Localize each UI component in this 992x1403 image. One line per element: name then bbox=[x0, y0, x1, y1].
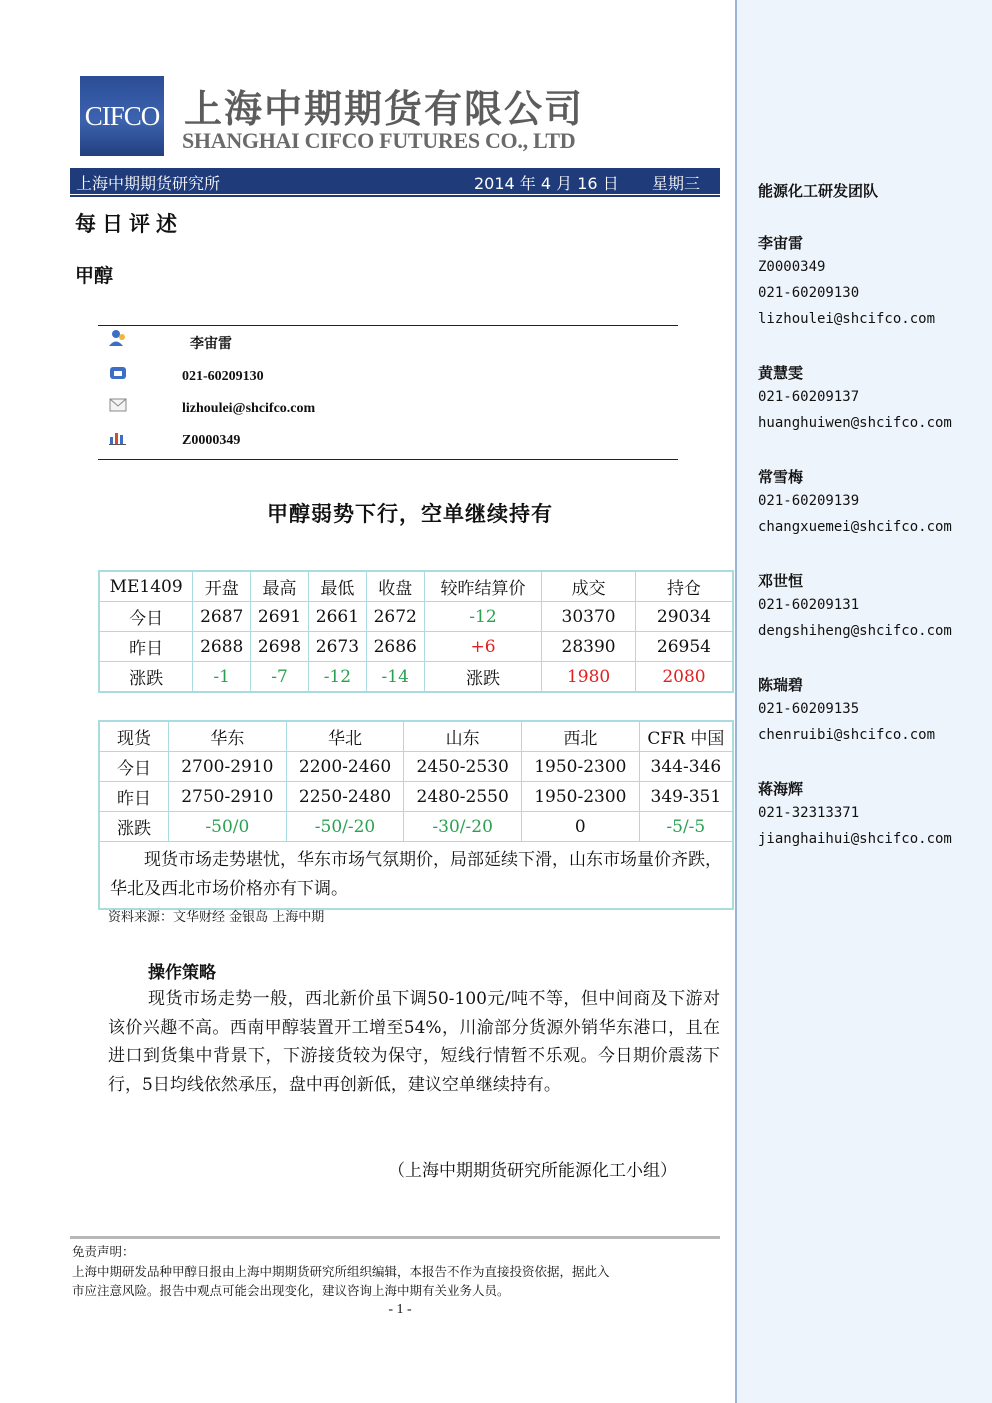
table-cell: -5/-5 bbox=[639, 812, 733, 842]
table-header-cell: 收盘 bbox=[366, 571, 424, 602]
table-cell: 28390 bbox=[542, 632, 636, 662]
table-cell: 344-346 bbox=[639, 752, 733, 782]
table-cell: 涨跌 bbox=[99, 812, 169, 842]
table-header-cell: 山东 bbox=[404, 721, 522, 752]
table-cell: 昨日 bbox=[99, 782, 169, 812]
table-cell: 1950-2300 bbox=[522, 782, 640, 812]
table-cell: -50/-20 bbox=[286, 812, 404, 842]
table-row bbox=[99, 752, 733, 782]
table-cell: 涨跌 bbox=[99, 662, 193, 693]
table-cell: -12 bbox=[424, 602, 542, 632]
sidebar-member-phone: 021-60209137 bbox=[758, 389, 860, 405]
telephone-icon bbox=[108, 364, 128, 382]
table-cell: 2661 bbox=[308, 602, 366, 632]
table-header-row bbox=[99, 721, 733, 752]
table-cell: +6 bbox=[424, 632, 542, 662]
contact-name: 李宙雷 bbox=[190, 337, 232, 352]
table-header-cell: 华北 bbox=[286, 721, 404, 752]
company-name-cn: 上海中期期货有限公司 bbox=[184, 87, 585, 131]
table-header-cell: 西北 bbox=[522, 721, 640, 752]
table-cell: 2698 bbox=[251, 632, 309, 662]
table-cell: 涨跌 bbox=[424, 662, 542, 693]
table-row bbox=[99, 602, 733, 632]
section-title: 每日评述 bbox=[75, 212, 183, 236]
table-cell: 2450-2530 bbox=[404, 752, 522, 782]
sidebar-member-phone: 021-60209135 bbox=[758, 701, 860, 717]
sidebar-member-email: jianghaihui@shcifco.com bbox=[758, 831, 952, 847]
sidebar-member-name: 黄慧雯 bbox=[758, 364, 804, 382]
table-cell: 1950-2300 bbox=[522, 752, 640, 782]
spot-table bbox=[98, 720, 734, 910]
table-cell: 2200-2460 bbox=[286, 752, 404, 782]
table-cell: 0 bbox=[522, 812, 640, 842]
product-title: 甲醇 bbox=[75, 265, 114, 287]
sidebar-member-name: 陈瑞碧 bbox=[758, 676, 804, 694]
sidebar-member-email: changxuemei@shcifco.com bbox=[758, 519, 952, 535]
spot-market-note bbox=[99, 842, 733, 910]
table-cell: 2700-2910 bbox=[169, 752, 287, 782]
report-signoff: （上海中期期货研究所能源化工小组） bbox=[388, 1161, 677, 1181]
disclaimer-line: 上海中期研发品种甲醇日报由上海中期期货研究所组织编辑，本报告不作为直接投资依据，据此入 bbox=[72, 1263, 610, 1279]
contact-email: lizhoulei@shcifco.com bbox=[182, 401, 316, 416]
sidebar-member-name: 邓世恒 bbox=[758, 572, 804, 590]
table-header-cell: 最高 bbox=[251, 571, 309, 602]
sidebar-member-email: dengshiheng@shcifco.com bbox=[758, 623, 952, 639]
futures-table bbox=[98, 570, 734, 693]
header-date: 2014 年 4 月 16 日 bbox=[474, 174, 619, 193]
sidebar-member-name: 常雪梅 bbox=[758, 468, 804, 486]
disclaimer bbox=[72, 1242, 722, 1301]
table-cell: 2672 bbox=[366, 602, 424, 632]
table-cell: 2673 bbox=[308, 632, 366, 662]
header-weekday: 星期三 bbox=[652, 174, 701, 193]
table-cell: -7 bbox=[251, 662, 309, 693]
disclaimer-label: 免责声明： bbox=[72, 1244, 135, 1259]
table-note-row bbox=[99, 842, 733, 910]
spot-market-note-text: 现货市场走势堪忧，华东市场气氛期价，局部延续下滑，山东市场量价齐跌，华北及西北市场价格亦有下调。 bbox=[110, 850, 722, 899]
table-header-cell: 现货 bbox=[99, 721, 169, 752]
report-headline: 甲醇弱势下行，空单继续持有 bbox=[267, 502, 553, 526]
table-cell: 今日 bbox=[99, 602, 193, 632]
report-header-bar bbox=[70, 168, 720, 194]
sidebar-member-name: 蒋海辉 bbox=[758, 780, 804, 798]
table-header-cell: CFR 中国 bbox=[639, 721, 733, 752]
strategy-body: 现货市场走势一般，西北新价虽下调50-100元/吨不等，但中间商及下游对该价兴趣不高。西南甲醇装置开工增至54%，川渝部分货源外销华东港口，且在进口到货集中背景下，下游接货较为保守，短线行情暂不乐观。今日期价震荡下行，5日均线依然承压，盘中再创新低，建议空单继续持有。 bbox=[108, 989, 720, 1095]
table-cell: 今日 bbox=[99, 752, 169, 782]
table-row bbox=[99, 662, 733, 693]
table-cell: 26954 bbox=[635, 632, 733, 662]
table-cell: 2687 bbox=[193, 602, 251, 632]
table-row bbox=[99, 632, 733, 662]
sidebar-member-email: lizhoulei@shcifco.com bbox=[758, 311, 936, 327]
table-cell: 1980 bbox=[542, 662, 636, 693]
contact-top-rule bbox=[98, 325, 678, 326]
table-cell: -12 bbox=[308, 662, 366, 693]
disclaimer-line: 市应注意风险。报告中观点可能会出现变化，建议咨询上海中期有关业务人员。 bbox=[72, 1283, 510, 1298]
table-cell: 2686 bbox=[366, 632, 424, 662]
header-org: 上海中期期货研究所 bbox=[76, 174, 221, 193]
table-header-cell: 华东 bbox=[169, 721, 287, 752]
sidebar-member-email: huanghuiwen@shcifco.com bbox=[758, 415, 952, 431]
table-cell: -50/0 bbox=[169, 812, 287, 842]
table-cell: 2080 bbox=[635, 662, 733, 693]
table-cell: 2250-2480 bbox=[286, 782, 404, 812]
sidebar-member-email: chenruibi@shcifco.com bbox=[758, 727, 936, 743]
sidebar-member-phone: 021-60209131 bbox=[758, 597, 860, 613]
sidebar-member-phone: 021-32313371 bbox=[758, 805, 860, 821]
sidebar-member-phone: 021-60209130 bbox=[758, 285, 860, 301]
table-header-row bbox=[99, 571, 733, 602]
company-name-en: SHANGHAI CIFCO FUTURES CO., LTD bbox=[182, 128, 576, 153]
table-cell: 2688 bbox=[193, 632, 251, 662]
table-header-cell: 成交 bbox=[542, 571, 636, 602]
table-header-cell: 持仓 bbox=[635, 571, 733, 602]
sidebar-member-name: 李宙雷 bbox=[758, 234, 804, 252]
sidebar-member-license: Z0000349 bbox=[758, 259, 826, 275]
contact-bottom-rule bbox=[98, 459, 678, 460]
table-cell: -1 bbox=[193, 662, 251, 693]
table-cell: -30/-20 bbox=[404, 812, 522, 842]
company-logo: CIFCO bbox=[80, 76, 164, 156]
table-cell: 349-351 bbox=[639, 782, 733, 812]
sidebar-team-title: 能源化工研发团队 bbox=[758, 182, 879, 200]
contact-license: Z0000349 bbox=[182, 433, 241, 448]
footer-divider bbox=[70, 1236, 720, 1239]
page-number: - 1 - bbox=[388, 1302, 412, 1317]
person-icon bbox=[108, 329, 128, 347]
table-row bbox=[99, 812, 733, 842]
table-cell: 2750-2910 bbox=[169, 782, 287, 812]
table-cell: -14 bbox=[366, 662, 424, 693]
table-cell: 29034 bbox=[635, 602, 733, 632]
table-header-cell: 开盘 bbox=[193, 571, 251, 602]
table-cell: 昨日 bbox=[99, 632, 193, 662]
table-header-cell: ME1409 bbox=[99, 571, 193, 602]
table-cell: 30370 bbox=[542, 602, 636, 632]
table-cell: 2691 bbox=[251, 602, 309, 632]
mail-icon bbox=[108, 396, 128, 414]
contact-phone: 021-60209130 bbox=[182, 369, 264, 384]
table-cell: 2480-2550 bbox=[404, 782, 522, 812]
sidebar-member-phone: 021-60209139 bbox=[758, 493, 860, 509]
strategy-title: 操作策略 bbox=[148, 963, 216, 983]
license-chart-icon bbox=[108, 428, 128, 446]
table-row bbox=[99, 782, 733, 812]
data-source: 资料来源：文华财经 金银岛 上海中期 bbox=[108, 910, 325, 925]
table-header-cell: 较昨结算价 bbox=[424, 571, 542, 602]
table-header-cell: 最低 bbox=[308, 571, 366, 602]
header-divider bbox=[70, 195, 720, 197]
